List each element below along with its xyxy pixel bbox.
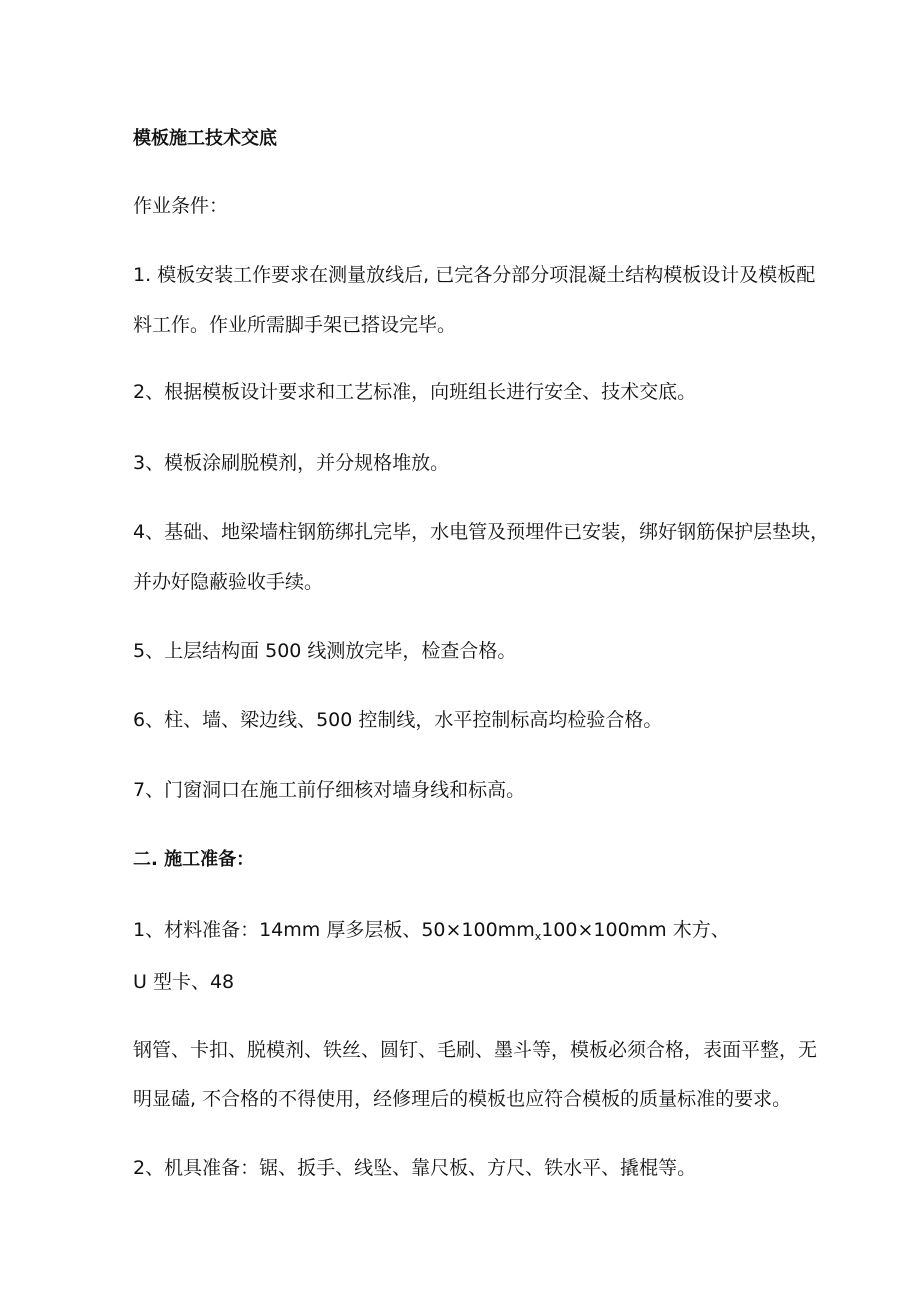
paragraph-prep1-line3: 钢管、卡扣、脱模剂、铁丝、圆钉、毛刷、墨斗等，模板必须合格，表面平整，无 [133,1039,818,1061]
paragraph-prep1-line2: U 型卡、48 [133,971,235,993]
paragraph-item1-line1: 1. 模板安装工作要求在测量放线后, 已完各分部分项混凝土结构模板设计及模板配 [133,264,816,286]
section-heading-construction-preparation: 二. 施工准备： [133,849,255,870]
prep1-text-b: 100×100mm 木方、 [541,919,730,941]
prep1-subscript: x [534,930,542,943]
paragraph-item4-line1: 4、基础、地梁墙柱钢筋绑扎完毕，水电管及预埋件已安装，绑好钢筋保护层垫块， [133,521,830,543]
section-heading-work-conditions: 作业条件： [133,195,229,217]
paragraph-prep1-line1 [133,918,813,949]
document-title: 模板施工技术交底 [133,128,277,149]
paragraph-prep1-line4: 明显磕, 不合格的不得使用，经修理后的模板也应符合模板的质量标准的要求。 [133,1088,792,1110]
prep1-text-a: 1、材料准备：14mm 厚多层板、50×100mm [133,919,535,941]
paragraph-item7: 7、门窗洞口在施工前仔细核对墙身线和标高。 [133,779,526,801]
paragraph-item3: 3、模板涂刷脱模剂，并分规格堆放。 [133,452,450,474]
paragraph-item4-line2: 并办好隐蔽验收手续。 [133,571,324,593]
paragraph-item5: 5、上层结构面 500 线测放完毕，检查合格。 [133,640,517,662]
paragraph-item6: 6、柱、墙、梁边线、500 控制线，水平控制标高均检验合格。 [133,709,663,731]
paragraph-item2: 2、根据模板设计要求和工艺标准，向班组长进行安全、技术交底。 [133,381,697,403]
paragraph-prep2: 2、机具准备：锯、扳手、线坠、靠尺板、方尺、铁水平、撬棍等。 [133,1157,697,1179]
paragraph-item1-line2: 料工作。作业所需脚手架已搭设完毕。 [133,314,457,336]
